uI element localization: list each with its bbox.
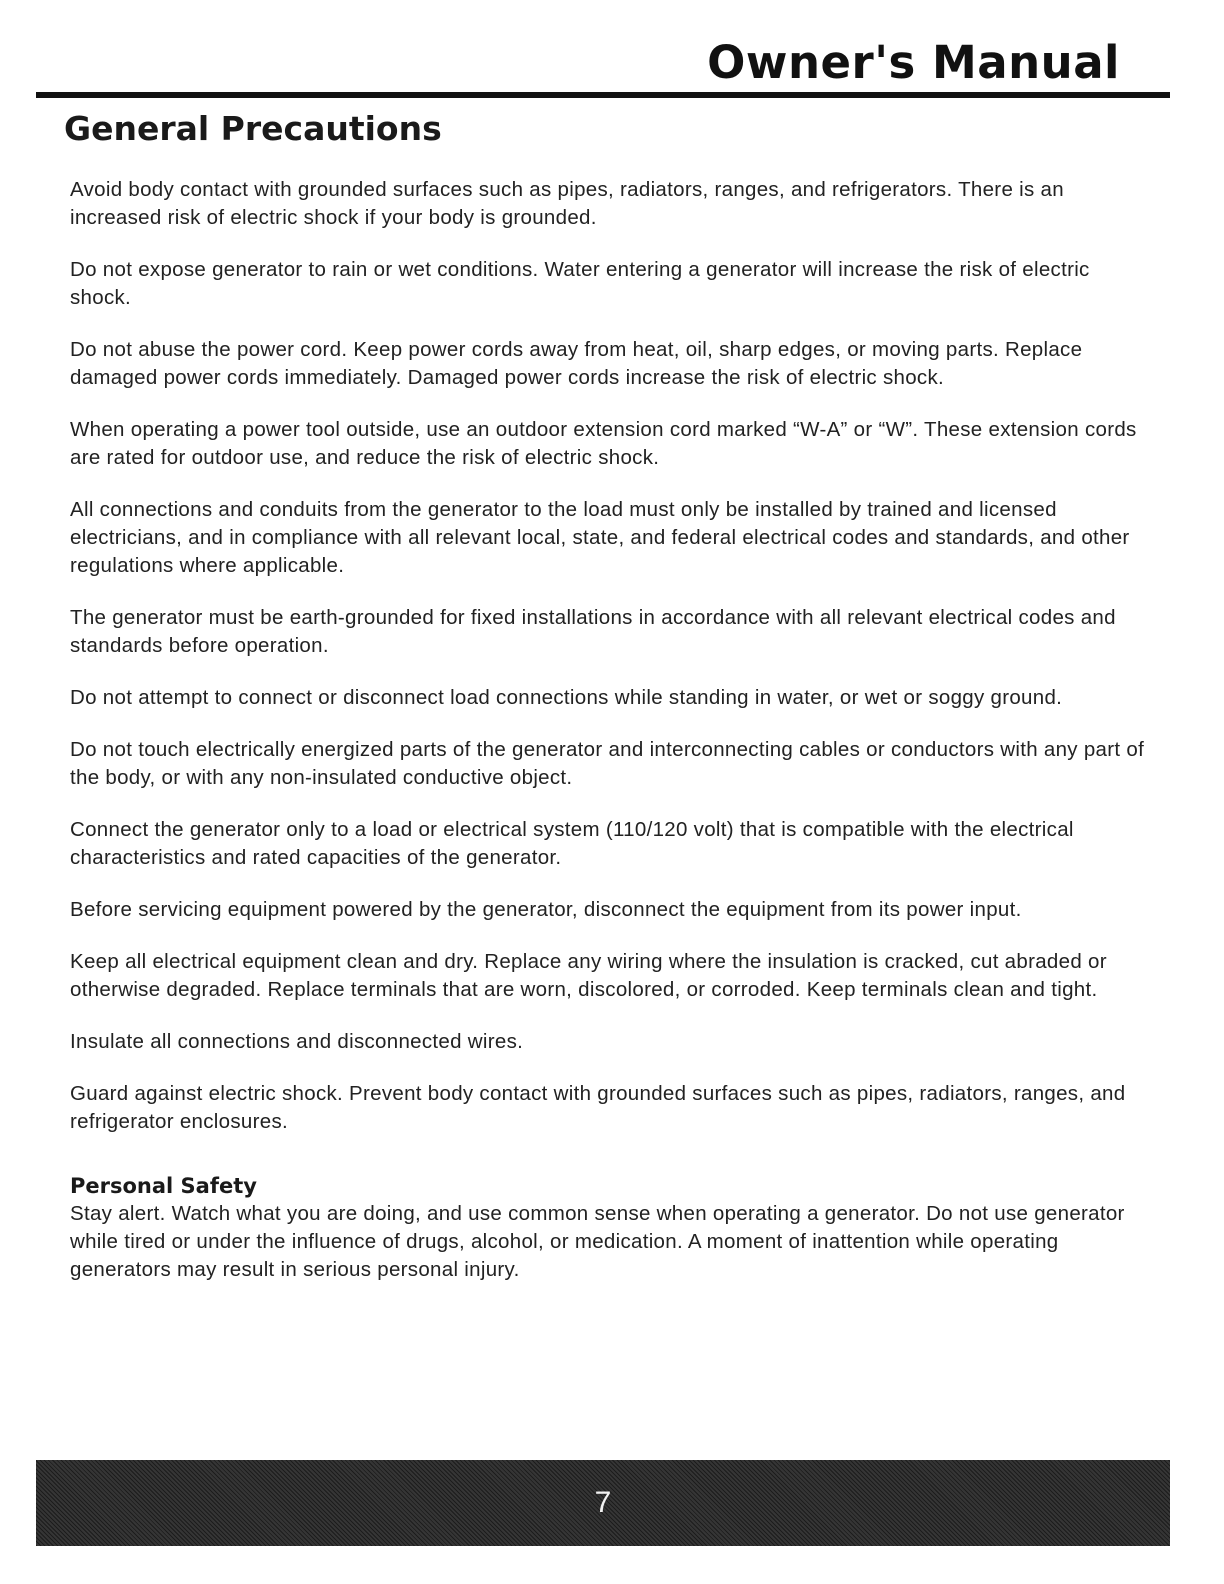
personal-safety-paragraph: Stay alert. Watch what you are doing, and use common sense when operating a generator. Do not use generator while tired or under the influence of drugs, alcohol, or medication. A moment of inattention while operating generators may result in serious personal injury. xyxy=(70,1202,1125,1281)
paragraph: Avoid body contact with grounded surfaces such as pipes, radiators, ranges, and refrigerators. There is an increased risk of electric shock if your body is grounded. xyxy=(70,178,1064,229)
section-title: General Precautions xyxy=(64,109,442,148)
paragraph: Do not touch electrically energized parts of the generator and interconnecting cables or conductors with any part of the body, or with any non-insulated conductive object. xyxy=(70,738,1145,789)
paragraph: Do not abuse the power cord. Keep power cords away from heat, oil, sharp edges, or moving parts. Replace damaged power cords immediately. Damaged power cords increase the risk of electric shock. xyxy=(70,338,1083,389)
paragraph: Before servicing equipment powered by the generator, disconnect the equipment from its power input. xyxy=(70,898,1022,921)
paragraph: All connections and conduits from the generator to the load must only be installed by trained and licensed electricians, and in compliance with all relevant local, state, and federal electrical codes and standards, and other regulations where applicable. xyxy=(70,498,1130,577)
page-number: 7 xyxy=(594,1486,612,1519)
header-divider xyxy=(36,92,1170,98)
paragraph: Insulate all connections and disconnected wires. xyxy=(70,1030,524,1053)
document-header-title: Owner's Manual xyxy=(707,36,1120,89)
personal-safety-heading: Personal Safety xyxy=(70,1174,257,1198)
paragraph: Do not attempt to connect or disconnect load connections while standing in water, or wet or soggy ground. xyxy=(70,686,1063,709)
paragraph: When operating a power tool outside, use an outdoor extension cord marked “W-A” or “W”. These extension cords are rated for outdoor use, and reduce the risk of electric shock. xyxy=(70,418,1137,469)
paragraph: The generator must be earth-grounded for fixed installations in accordance with all relevant electrical codes and standards before operation. xyxy=(70,606,1116,657)
paragraph: Keep all electrical equipment clean and dry. Replace any wiring where the insulation is cracked, cut abraded or otherwise degraded. Replace terminals that are worn, discolored, or corroded. Keep terminals clean and tight. xyxy=(70,950,1107,1001)
paragraph: Do not expose generator to rain or wet conditions. Water entering a generator will increase the risk of electric shock. xyxy=(70,258,1090,309)
paragraph: Connect the generator only to a load or electrical system (110/120 volt) that is compatible with the electrical characteristics and rated capacities of the generator. xyxy=(70,818,1074,869)
footer-bar xyxy=(36,1460,1170,1546)
content-body xyxy=(70,176,1150,1308)
paragraph: Guard against electric shock. Prevent body contact with grounded surfaces such as pipes, radiators, ranges, and refrigerator enclosures. xyxy=(70,1082,1126,1133)
